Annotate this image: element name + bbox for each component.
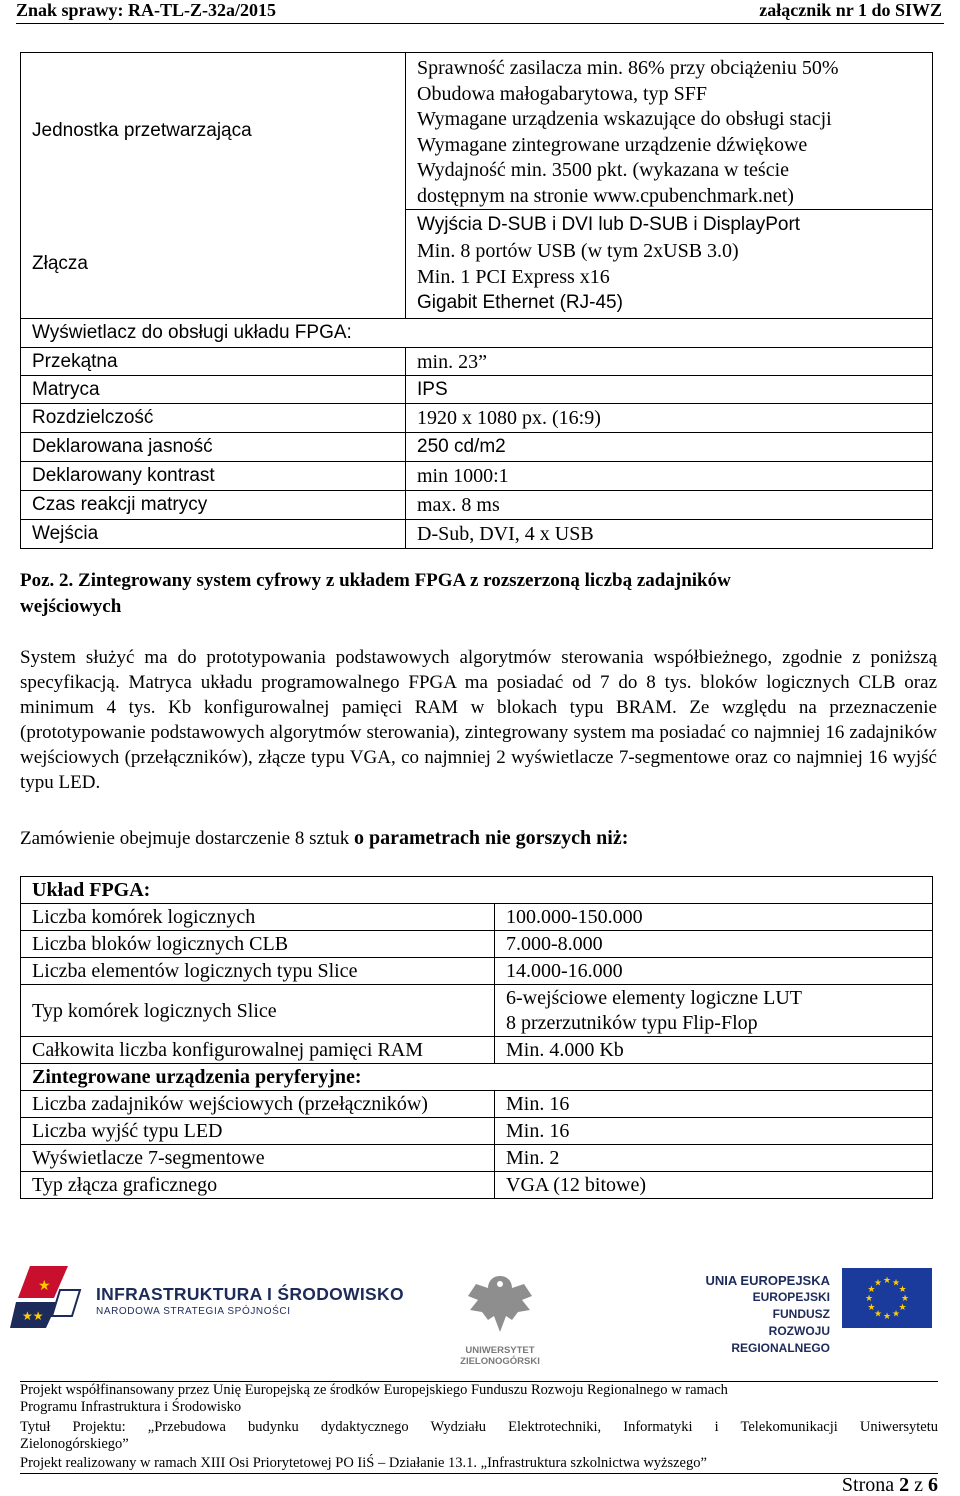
peripheral-row-label: Liczba zadajników wejściowych (przełączników) xyxy=(21,1091,495,1118)
display-row-value: min. 23” xyxy=(406,348,933,376)
order-line xyxy=(20,825,628,852)
peripheral-row-value: Min. 16 xyxy=(495,1118,933,1145)
peripheral-row-value: VGA (12 bitowe) xyxy=(495,1172,933,1199)
footer-project-title-end: Zielonogórskiego” xyxy=(20,1436,129,1452)
display-row-label: Matryca xyxy=(21,376,406,404)
fpga-spec-table xyxy=(20,876,933,1199)
slice-type-label: Typ komórek logicznych Slice xyxy=(21,985,495,1037)
footer-project-title: Tytuł Projektu: „Przebudowa budynku dydaktycznego Wydziału Elektrotechniki, Informatyki i Telekomunikacji Uniwersytetu xyxy=(20,1419,938,1435)
attachment-label: załącznik nr 1 do SIWZ xyxy=(759,0,942,20)
fpga-row-label: Liczba bloków logicznych CLB xyxy=(21,931,495,958)
peripherals-heading: Zintegrowane urządzenia peryferyjne: xyxy=(21,1064,933,1091)
display-row-value: min 1000:1 xyxy=(406,462,933,491)
eu-text: UNIA EUROPEJSKA EUROPEJSKI FUNDUSZ ROZWOJU REGIONALNEGO xyxy=(705,1273,830,1355)
svg-text:★: ★ xyxy=(38,1278,51,1294)
eu-star-icon: ★ xyxy=(882,1276,892,1286)
section-title: Poz. 2. Zintegrowany system cyfrowy z układem FPGA z rozszerzoną liczbą zadajników wejściowych xyxy=(20,570,731,617)
fpga-row-value: 100.000-150.000 xyxy=(495,904,933,931)
fpga-row-label: Liczba komórek logicznych xyxy=(21,904,495,931)
university-logo xyxy=(448,1270,552,1376)
infrastruktura-emblem-icon xyxy=(8,1262,82,1332)
case-number: Znak sprawy: RA-TL-Z-32a/2015 xyxy=(16,0,277,20)
peripheral-row-value: Min. 2 xyxy=(495,1145,933,1172)
slice-type-value: 6-wejściowe elementy logiczne LUT 8 przerzutników typu Flip-Flop xyxy=(495,985,933,1037)
footer-priority-axis: Projekt realizowany w ramach XIII Osi Priorytetowej PO IiŚ – Działanie 13.1. „Infrastruktura szkolnictwa wyższego” xyxy=(20,1455,707,1471)
eu-star-icon: ★ xyxy=(867,1285,876,1295)
display-row-value: max. 8 ms xyxy=(406,491,933,520)
display-row-label: Deklarowana jasność xyxy=(21,433,406,462)
eu-star-icon: ★ xyxy=(891,1278,901,1289)
connectors-specs: Wyjścia D-SUB i DVI lub D-SUB i DisplayPort Min. 8 portów USB (w tym 2xUSB 3.0) Min. 1 PCI Express x16 Gigabit Ethernet (RJ-45) xyxy=(406,210,933,319)
eu-logo xyxy=(700,1268,940,1355)
ram-label: Całkowita liczba konfigurowalnej pamięci RAM xyxy=(21,1037,495,1064)
section-paragraph: System służyć ma do prototypowania podstawowych algorytmów sterowania współbieżnego, zgodnie z poniższą specyfikacją. Matryca układu programowalnego FPGA ma posiadać od 7 do 8 tys. bloków logicznych CLB oraz minimum 4 tys. Kb konfigurowalnej pamięci RAM w blokach typu BRAM. Ze względu na przeznaczenie (prototypowanie podstawowych algorytmów sterowania), zintegrowany system ma posiadać co najmniej 16 zadajników wejściowych (przełączników), złącze typu VGA, co najmniej 2 wyświetlacze 7-segmentowe oraz co najmniej 16 wyjść typu LED. xyxy=(20,647,937,793)
order-bold-text: o parametrach nie gorszych niż: xyxy=(353,827,629,849)
eu-star-icon: ★ xyxy=(898,1303,907,1313)
display-row-value: D-Sub, DVI, 4 x USB xyxy=(406,520,933,549)
fpga-row-value: 14.000-16.000 xyxy=(495,958,933,985)
infrastruktura-subtitle: NARODOWA STRATEGIA SPÓJNOŚCI xyxy=(96,1306,291,1317)
order-text: Zamówienie obejmuje dostarczenie 8 sztuk xyxy=(20,828,354,849)
eagle-emblem-icon xyxy=(448,1270,552,1340)
processing-unit-label: Jednostka przetwarzająca xyxy=(21,53,406,210)
university-name: UNIWERSYTET ZIELONOGÓRSKI xyxy=(460,1345,540,1367)
peripheral-row-label: Liczba wyjść typu LED xyxy=(21,1118,495,1145)
peripheral-row-label: Wyświetlacze 7-segmentowe xyxy=(21,1145,495,1172)
peripheral-row-label: Typ złącza graficznego xyxy=(21,1172,495,1199)
display-row-value: IPS xyxy=(406,376,933,404)
processing-unit-specs: Sprawność zasilacza min. 86% przy obciążeniu 50% Obudowa małogabarytowa, typ SFF Wymagane urządzenia wskazujące do obsługi stacji Wymagane zintegrowane urządzenie dźwiękowe Wydajność min. 3500 pkt. (wykazana w teście dostępnym na stronie www.cpubenchmark.net) xyxy=(406,53,933,210)
infrastruktura-title: INFRASTRUKTURA I ŚRODOWISKO xyxy=(96,1284,404,1304)
display-row-label: Wejścia xyxy=(21,520,406,549)
display-heading: Wyświetlacz do obsługi układu FPGA: xyxy=(21,319,933,348)
header-rule xyxy=(16,23,944,24)
peripheral-row-value: Min. 16 xyxy=(495,1091,933,1118)
footer-rule-bottom xyxy=(20,1473,938,1474)
display-row-value: 1920 x 1080 px. (16:9) xyxy=(406,404,933,433)
eu-star-icon: ★ xyxy=(873,1309,883,1320)
display-row-label: Rozdzielczość xyxy=(21,404,406,433)
computer-spec-table xyxy=(20,52,933,549)
svg-text:★★: ★★ xyxy=(22,1309,44,1323)
eu-star-icon: ★ xyxy=(864,1294,874,1304)
eu-star-icon: ★ xyxy=(882,1312,892,1322)
footer-funding: Projekt współfinansowany przez Unię Europejską ze środków Europejskiego Funduszu Rozwoju Regionalnego w ramach Programu Infrastruktura i Środowisko xyxy=(20,1382,728,1415)
display-row-label: Czas reakcji matrycy xyxy=(21,491,406,520)
page-number: Strona 2 z 6 xyxy=(841,1474,938,1496)
display-row-value: 250 cd/m2 xyxy=(406,433,933,462)
eu-star-icon: ★ xyxy=(867,1303,876,1313)
fpga-heading: Układ FPGA: xyxy=(21,877,933,904)
display-row-label: Przekątna xyxy=(21,348,406,376)
eu-star-icon: ★ xyxy=(898,1285,907,1295)
fpga-row-value: 7.000-8.000 xyxy=(495,931,933,958)
connectors-label: Złącza xyxy=(21,210,406,319)
fpga-row-label: Liczba elementów logicznych typu Slice xyxy=(21,958,495,985)
ram-value: Min. 4.000 Kb xyxy=(495,1037,933,1064)
infrastruktura-logo xyxy=(8,1262,408,1332)
eu-star-icon: ★ xyxy=(873,1278,883,1289)
eu-flag-icon xyxy=(842,1268,932,1328)
eu-star-icon: ★ xyxy=(891,1309,901,1320)
display-row-label: Deklarowany kontrast xyxy=(21,462,406,491)
eu-star-icon: ★ xyxy=(900,1294,910,1304)
